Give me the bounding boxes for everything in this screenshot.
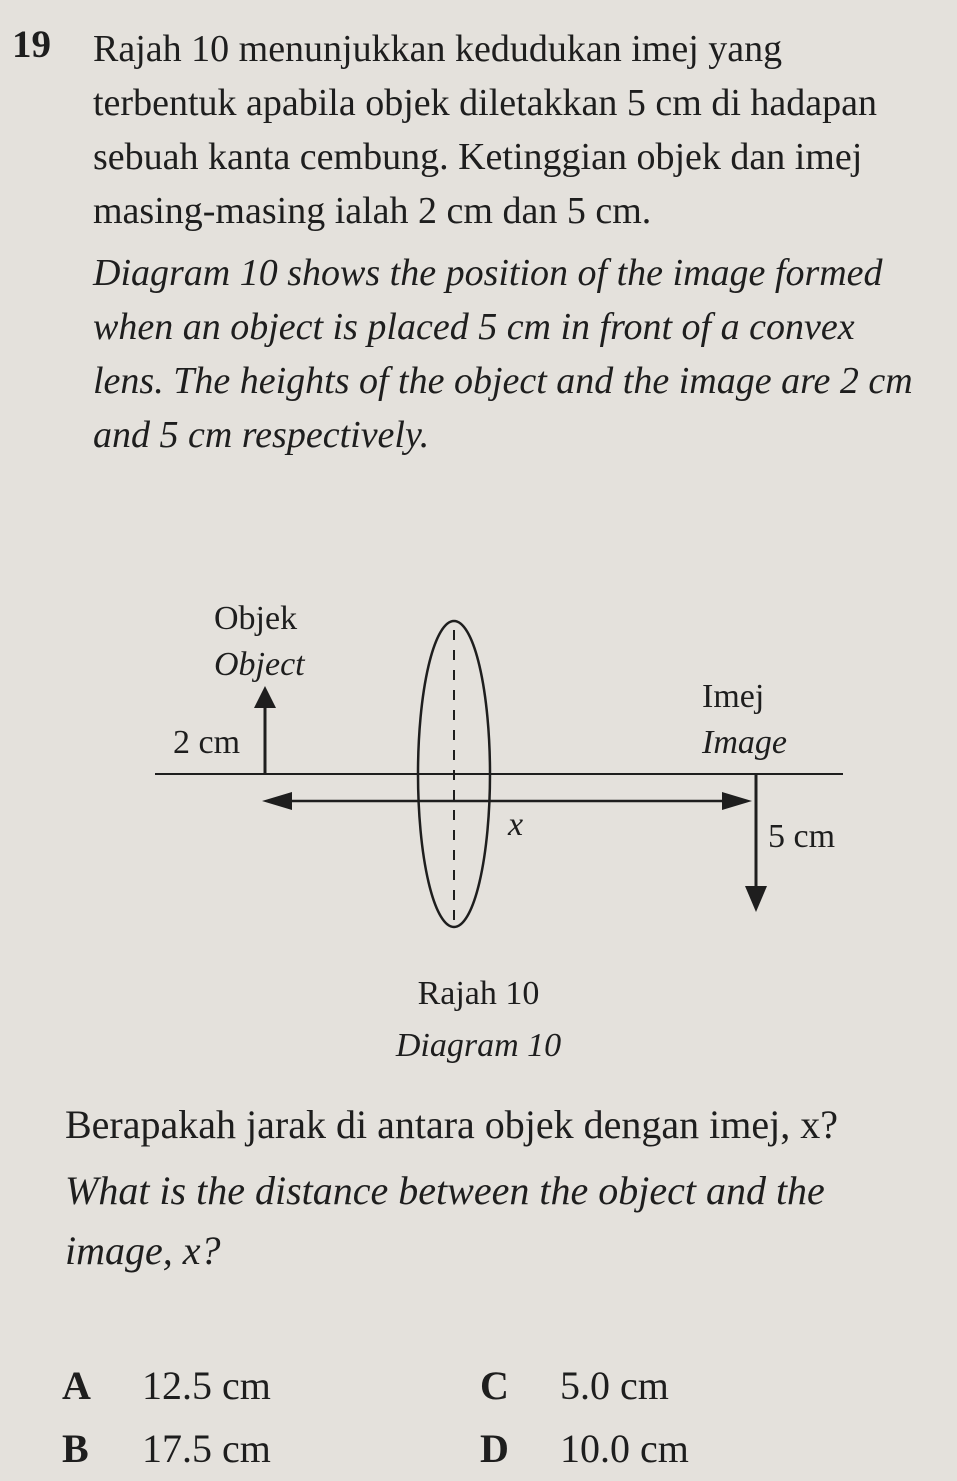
stem-english: Diagram 10 shows the position of the image formed when an object is placed 5 cm in front of a convex lens. The heights of the object and the image are 2 cm and 5 cm respectively. xyxy=(93,252,913,456)
question-prompt xyxy=(65,1095,935,1281)
option-b[interactable] xyxy=(62,1425,271,1472)
object-label-english: Object xyxy=(214,646,305,683)
prompt-malay: Berapakah jarak di antara objek dengan imej, x? xyxy=(65,1102,838,1147)
option-a-text: 12.5 cm xyxy=(142,1363,271,1408)
option-b-letter: B xyxy=(62,1426,89,1471)
image-height-label: 5 cm xyxy=(768,818,836,855)
question-stem xyxy=(93,22,913,462)
lens-diagram-drawing xyxy=(0,590,957,950)
option-a[interactable] xyxy=(62,1362,271,1409)
option-c[interactable] xyxy=(480,1362,669,1409)
question-number: 19 xyxy=(12,23,51,66)
distance-x-label: x xyxy=(508,806,524,843)
option-d-letter: D xyxy=(480,1426,509,1471)
object-label-malay: Objek xyxy=(214,600,298,637)
option-a-letter: A xyxy=(62,1363,91,1408)
image-label-malay: Imej xyxy=(702,678,765,715)
diagram-caption-malay: Rajah 10 xyxy=(417,975,540,1012)
diagram-caption-english: Diagram 10 xyxy=(395,1027,562,1064)
option-c-letter: C xyxy=(480,1363,509,1408)
option-b-text: 17.5 cm xyxy=(142,1426,271,1471)
stem-malay: Rajah 10 menunjukkan kedudukan imej yang terbentuk apabila objek diletakkan 5 cm di hadapan sebuah kanta cembung. Ketinggian objek dan imej masing-masing ialah 2 cm dan 5 cm. xyxy=(93,28,877,232)
prompt-english: What is the distance between the object and the image, x? xyxy=(65,1168,825,1273)
option-c-text: 5.0 cm xyxy=(560,1363,669,1408)
option-d-text: 10.0 cm xyxy=(560,1426,689,1471)
object-height-label: 2 cm xyxy=(173,724,241,761)
option-d[interactable] xyxy=(480,1425,689,1472)
lens-diagram xyxy=(0,590,957,950)
image-label-english: Image xyxy=(702,724,787,761)
